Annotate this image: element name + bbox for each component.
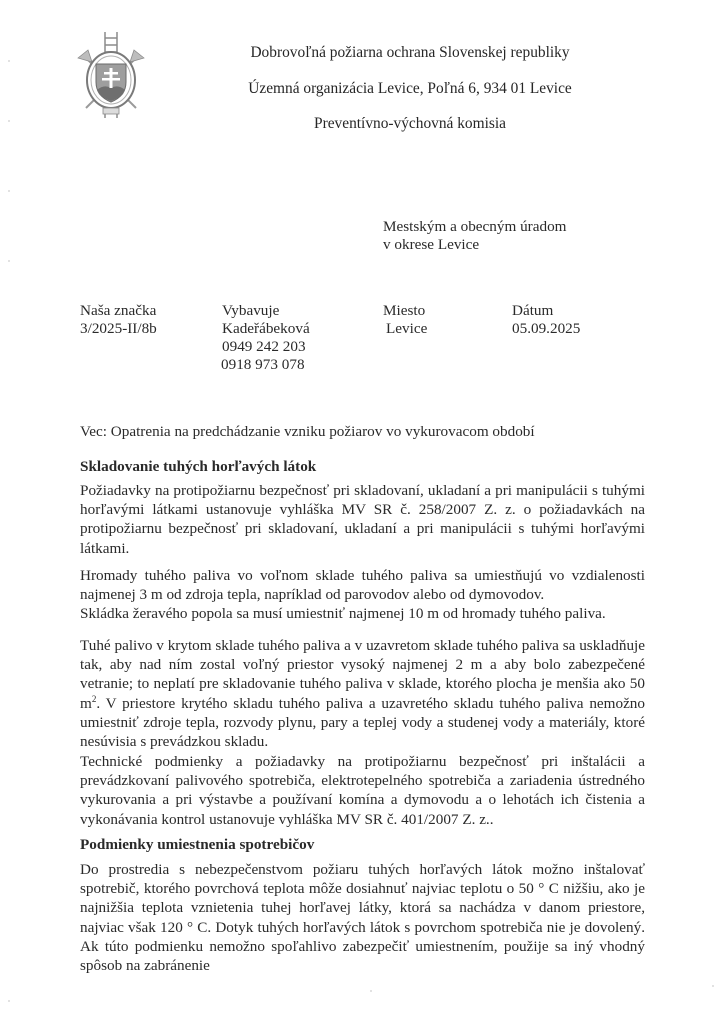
date-value: 05.09.2025: [512, 320, 581, 337]
handled-by-label: Vybavuje: [222, 302, 280, 319]
paragraph-covered-storage: [80, 636, 645, 751]
our-ref-value: 3/2025-II/8b: [80, 320, 157, 337]
org-name: Dobrovoľná požiarna ochrana Slovenskej republiky: [250, 44, 570, 61]
paragraph-regulation-401: Technické podmienky a požiadavky na protipožiarnu bezpečnosť pri inštalácii a prevádzkovaní palivového spotrebiča, elektrotepelného spotrebiča a zariadenia ústredného vykurovania a pri výstavbe a používaní komína a dymovodu a o lehotách ich čistenia a vykonávania kontrol ustanovuje vyhláška MV SR č. 401/2007 Z. z..: [80, 753, 645, 828]
scan-artifact: [8, 260, 10, 262]
scan-artifact: [370, 990, 372, 992]
date: [512, 302, 580, 338]
letter-subject: Vec: Opatrenia na predchádzanie vzniku požiarov vo vykurovacom období: [80, 423, 535, 440]
covered-storage-text-b: . V priestore krytého skladu tuhého paliva a uzavretého skladu tuhého paliva nemožno umiestniť zdroje tepla, rozvody plynu, pary a teplej vody a studenej vody a materiály, ktoré nesúvisia s prevádzkou skladu.: [80, 694, 645, 751]
scan-artifact: [712, 985, 714, 987]
commission-name: Preventívno-výchovná komisia: [314, 115, 506, 132]
paragraph-ash-dump: Skládka žeravého popola sa musí umiestniť najmenej 10 m od hromady tuhého paliva.: [80, 605, 606, 622]
place: [383, 302, 427, 338]
date-label: Dátum: [512, 302, 554, 319]
recipient-line-1: Mestským a obecným úradom: [383, 218, 567, 235]
firefighters-emblem-icon: [76, 28, 146, 123]
handled-by-name: Kadeřábeková: [222, 320, 310, 337]
place-label: Miesto: [383, 302, 426, 319]
scan-artifact: [8, 190, 10, 192]
scan-artifact: [8, 120, 10, 122]
paragraph-fuel-piles: Hromady tuhého paliva vo voľnom sklade tuhého paliva sa umiestňujú vo vzdialenosti najmenej 3 m od zdroja tepla, napríklad od parovodov alebo od dymovodov.: [80, 567, 645, 604]
phone-1: 0949 242 203: [222, 338, 306, 355]
phone-2: 0918 973 078: [221, 356, 305, 373]
our-reference: [80, 302, 157, 338]
section-title-storage: Skladovanie tuhých horľavých látok: [80, 458, 317, 475]
recipient-address: [383, 218, 566, 254]
superscript-2: 2: [91, 693, 97, 704]
paragraph-appliance-conditions: Do prostredia s nebezpečenstvom požiaru tuhých horľavých látok možno inštalovať spotrebič, ktorého povrchová teplota môže dosiahnuť najviac teplotu o 50 ° C nižšiu, ako je najnižšia teplota vznietenia tuhej horľavej látky, ktorá sa nachádza v danom priestore, najviac však 120 ° C. Dotyk tuhých horľavých látok s povrchom spotrebiča nie je dovolený. Ak túto podmienku nemožno spoľahlivo zabezpečiť umiestnením, použije sa iný vhodný spôsob na zabránenie: [80, 861, 645, 975]
org-unit-address: Územná organizácia Levice, Poľná 6, 934 01 Levice: [248, 80, 572, 97]
scan-artifact: [8, 60, 10, 62]
scan-artifact: [8, 1000, 10, 1002]
place-value: Levice: [386, 320, 428, 337]
our-ref-label: Naša značka: [80, 302, 157, 319]
section-title-appliance-placement: Podmienky umiestnenia spotrebičov: [80, 836, 315, 853]
handled-by: [222, 302, 310, 374]
covered-storage-text-a: Tuhé palivo v krytom sklade tuhého paliva a v uzavretom sklade tuhého paliva sa uskladňuje tak, aby nad ním zostal voľný priestor vysoký najmenej 2 m a aby bolo zabezpečené vetranie; to neplatí pre skladovanie tuhého paliva v sklade, ktorého plocha je menšia ako 50 m: [80, 637, 645, 712]
paragraph-regulation-258: Požiadavky na protipožiarnu bezpečnosť pri skladovaní, ukladaní a pri manipulácii s tuhými horľavými látkami ustanovuje vyhláška MV SR č. 258/2007 Z. z. o požiadavkách na protipožiarnu bezpečnosť pri skladovaní, ukladaní a pri manipulácii s tuhými horľavými látkami.: [80, 482, 645, 557]
recipient-line-2: v okrese Levice: [383, 236, 480, 253]
